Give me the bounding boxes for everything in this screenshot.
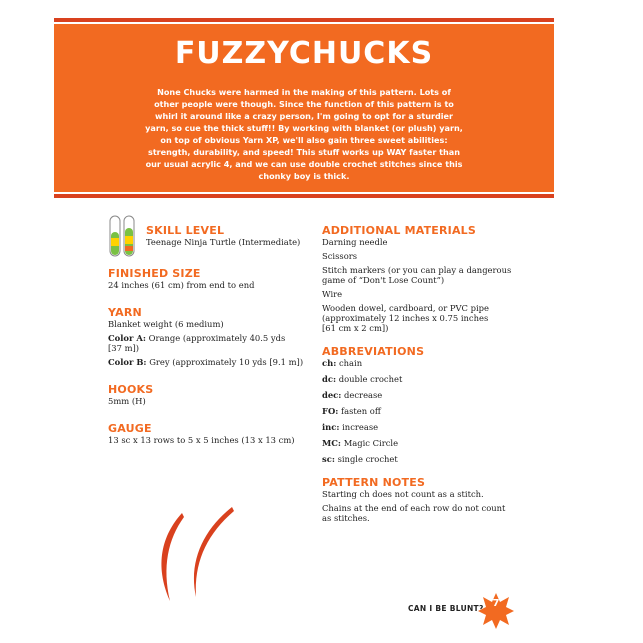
abbrev-key: inc:: [322, 422, 340, 432]
hooks-heading: HOOKS: [108, 383, 154, 396]
abbrev-item: [322, 438, 522, 448]
abbrev-value: decrease: [341, 390, 383, 400]
abbrev-key: MC:: [322, 438, 342, 448]
color-b-value: Grey (approximately 10 yds [9.1 m]): [146, 357, 304, 367]
abbrev-key: sc:: [322, 454, 335, 464]
color-a-value: Orange (approximately 40.5 yds: [145, 333, 286, 343]
abbrev-key: FO:: [322, 406, 339, 416]
material-item-cont: [61 cm x 2 cm]): [322, 323, 389, 333]
left-column: [108, 224, 308, 445]
abbrev-item: [322, 422, 522, 432]
abbrev-value: increase: [339, 422, 379, 432]
pattern-note: Chains at the end of each row do not count: [322, 503, 506, 513]
finished-size-heading: FINISHED SIZE: [108, 267, 201, 280]
abbrev-key: dc:: [322, 374, 337, 384]
abbrev-item: [322, 406, 522, 416]
banner-top-stripe: [54, 18, 554, 22]
skill-level-heading: SKILL LEVEL: [146, 224, 225, 237]
page-title: FUZZYCHUCKS: [174, 36, 434, 71]
pattern-note: Starting ch does not count as a stitch.: [322, 489, 484, 499]
footer-section-label: CAN I BE BLUNT?: [408, 604, 484, 613]
color-b-label: Color B:: [108, 357, 147, 367]
abbrev-key: dec:: [322, 390, 342, 400]
material-item: Wire: [322, 289, 343, 299]
abbrev-value: fasten off: [338, 406, 381, 416]
abbreviations-heading: ABBREVIATIONS: [322, 345, 425, 358]
material-item-cont: game of “Don't Lose Count”): [322, 275, 445, 285]
material-item: Darning needle: [322, 237, 388, 247]
material-item: Wooden dowel, cardboard, or PVC pipe: [322, 303, 489, 313]
abbreviations-list: [322, 358, 522, 464]
abbrev-value: Magic Circle: [341, 438, 399, 448]
yarn-color-a-cont: [37 m]): [108, 343, 140, 353]
material-item: Scissors: [322, 251, 358, 261]
material-item-cont: (approximately 12 inches x 0.75 inches: [322, 313, 489, 323]
abbrev-item: [322, 374, 522, 384]
swoosh-decoration-icon: [150, 505, 240, 605]
skill-level-tubes-icon: [108, 214, 138, 258]
abbrev-item: [322, 454, 522, 464]
yarn-color-a: [108, 333, 308, 343]
material-item: Stitch markers (or you can play a dangerous: [322, 265, 512, 275]
page-number: 7: [492, 598, 500, 609]
skill-level-section: [108, 224, 308, 247]
banner-bottom-stripe: [54, 194, 554, 198]
yarn-heading: YARN: [108, 306, 142, 319]
hooks-value: 5mm (H): [108, 396, 146, 406]
header-banner: [54, 24, 554, 192]
abbrev-value: chain: [336, 358, 363, 368]
color-a-label: Color A:: [108, 333, 146, 343]
abbrev-value: double crochet: [336, 374, 403, 384]
intro-text: None Chucks were harmed in the making of this pattern. Lots of other people were though. Since the function of this pattern is to whirl it around like a crazy person, I'm going to opt for a sturdier yarn, so cue the thick stuff!! By working with blanket (or plush) yarn, on top of obvious Yarn XP, we'll also gain three sweet abilities: strength, durability, and speed! This stuff works up WAY faster than our usual acrylic 4, and we can use double crochet stitches since this chonky boy is thick.: [145, 87, 463, 181]
pattern-note-cont: as stitches.: [322, 513, 370, 523]
yarn-color-b: [108, 357, 308, 367]
abbrev-value: single crochet: [334, 454, 398, 464]
pattern-notes-heading: PATTERN NOTES: [322, 476, 426, 489]
yarn-weight: Blanket weight (6 medium): [108, 319, 224, 329]
finished-size-value: 24 inches (61 cm) from end to end: [108, 280, 255, 290]
gauge-heading: GAUGE: [108, 422, 152, 435]
abbrev-item: [322, 358, 522, 368]
abbrev-item: [322, 390, 522, 400]
abbrev-key: ch:: [322, 358, 337, 368]
gauge-value: 13 sc x 13 rows to 5 x 5 inches (13 x 13 cm): [108, 435, 295, 445]
skill-level-value: Teenage Ninja Turtle (Intermediate): [146, 237, 301, 247]
materials-heading: ADDITIONAL MATERIALS: [322, 224, 477, 237]
right-column: [322, 224, 522, 523]
